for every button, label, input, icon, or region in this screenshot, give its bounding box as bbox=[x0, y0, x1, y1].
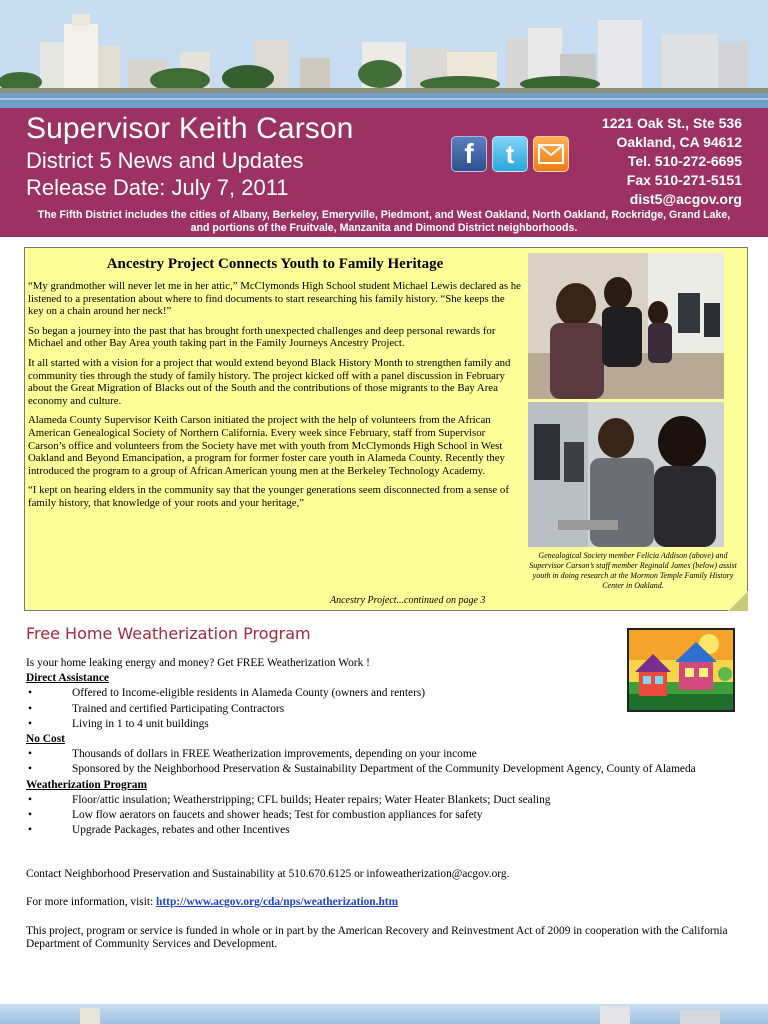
bottom-skyline-strip bbox=[0, 1004, 768, 1024]
section-heading-weatherization-program: Weatherization Program bbox=[26, 778, 147, 791]
masthead-subtitle: District 5 News and Updates bbox=[26, 148, 304, 173]
photo-caption: Genealogical Society member Felicia Addison (above) and Supervisor Carson’s staff member Reginald James (below) assist youth in doing research at the Mormon Temple Family History Center in Oakland. bbox=[529, 551, 737, 590]
weatherization-program-list bbox=[26, 793, 736, 839]
facebook-letter: f bbox=[464, 138, 474, 169]
photo-illustration bbox=[528, 253, 724, 399]
bottom-skyline-illustration bbox=[0, 1004, 768, 1024]
contact-city: Oakland, CA 94612 bbox=[616, 134, 742, 150]
contact-address: 1221 Oak St., Ste 536 bbox=[601, 115, 742, 131]
list-item: • Living in 1 to 4 unit buildings bbox=[26, 717, 736, 732]
photo-illustration bbox=[528, 402, 724, 547]
list-item: • Thousands of dollars in FREE Weatherization improvements, depending on your income bbox=[26, 747, 736, 762]
more-info bbox=[26, 896, 398, 908]
weatherization-contact: Contact Neighborhood Preservation and Sustainability at 510.670.6125 or infoweatherization@acgov.org. bbox=[26, 868, 510, 880]
weatherization-body bbox=[26, 656, 736, 838]
direct-assistance-list bbox=[26, 686, 736, 732]
masthead-title: Supervisor Keith Carson bbox=[26, 112, 354, 145]
weatherization-title: Free Home Weatherization Program bbox=[26, 624, 311, 643]
envelope-icon bbox=[538, 144, 564, 164]
photo-research-group bbox=[528, 253, 724, 399]
twitter-letter: t bbox=[505, 138, 515, 169]
page-curl bbox=[728, 591, 748, 611]
article-paragraph: So began a journey into the past that has brought forth unexpected challenges and deep personal rewards for Michael and other Bay Area youth taking part in the Family Journeys Ancestry Project. bbox=[28, 324, 496, 350]
article-paragraph: Alameda County Supervisor Keith Carson initiated the project with the help of volunteers from the African American Genealogical Society of Northern California. Every week since February, staff from Supervisor Carson’s office and volunteers from the Society have met with youth from McClymonds High School in West Oakland and Beyond Emancipation, a program for former foster care youth in Alameda County. Recently they introduced the program to a group of African American young men at the Berkeley Technology Academy. bbox=[28, 414, 505, 477]
photo-staff-assisting bbox=[528, 402, 724, 547]
continued-note: Ancestry Project...continued on page 3 bbox=[330, 595, 486, 606]
skyline-banner bbox=[0, 0, 768, 108]
section-heading-no-cost: No Cost bbox=[26, 733, 65, 746]
article-body bbox=[28, 280, 522, 517]
weatherization-intro: Is your home leaking energy and money? Get FREE Weatherization Work ! bbox=[26, 657, 370, 669]
contact-email[interactable]: dist5@acgov.org bbox=[629, 191, 742, 207]
funding-note: This project, program or service is funded in whole or in part by the American Recovery and Reinvestment Act of 2009 in cooperation with the California Department of Community Services and Development. bbox=[26, 925, 728, 951]
section-heading-direct-assistance: Direct Assistance bbox=[26, 672, 109, 685]
list-item: • Low flow aerators on faucets and shower heads; Test for combustion appliances for safety bbox=[26, 808, 736, 823]
district-note: The Fifth District includes the cities of Albany, Berkeley, Emeryville, Piedmont, and West Oakland, North Oakland, Rockridge, Grand Lake, and portions of the Fruitvale, Manzanita and Dimond District neighborhoods. bbox=[37, 209, 731, 234]
no-cost-list bbox=[26, 747, 736, 777]
list-item: • Sponsored by the Neighborhood Preservation & Sustainability Department of the Community Development Agency, County of Alameda bbox=[26, 762, 736, 777]
ancestry-article bbox=[24, 247, 748, 611]
more-info-label: For more information, visit: bbox=[26, 896, 157, 908]
masthead bbox=[0, 108, 768, 237]
contact-fax: Fax 510-271-5151 bbox=[626, 172, 742, 188]
list-item: • Trained and certified Participating Contractors bbox=[26, 702, 736, 717]
facebook-icon[interactable] bbox=[451, 136, 487, 172]
email-icon[interactable] bbox=[533, 136, 569, 172]
article-paragraph: “I kept on hearing elders in the community say that the younger generations seem disconnected from a sense of family history, that knowledge of your roots and your heritage,” bbox=[28, 484, 509, 509]
twitter-icon[interactable] bbox=[492, 136, 528, 172]
contact-block bbox=[602, 114, 742, 209]
article-paragraph: “My grandmother will never let me in her attic,” McClymonds High School student Michael Lewis declared as he listened to a presentation about where to find documents to start researching his family history. “She keeps the key on a chain around her neck!” bbox=[28, 280, 521, 318]
skyline-illustration bbox=[0, 0, 768, 108]
article-paragraph: It all started with a vision for a project that would extend beyond Black History Month to strengthen family and community ties through the study of family history. The project kicked off with a panel discussion in February about the Great Migration of Blacks out of the South and the contributions of those migrants to the Bay Area economy and culture. bbox=[28, 356, 511, 407]
list-item: • Upgrade Packages, rebates and other Incentives bbox=[26, 823, 736, 838]
release-date: Release Date: July 7, 2011 bbox=[26, 175, 289, 200]
weatherization-link[interactable]: http://www.acgov.org/cda/nps/weatherization.htm bbox=[156, 896, 399, 908]
list-item: • Floor/attic insulation; Weatherstripping; CFL builds; Heater repairs; Water Heater Blankets; Duct sealing bbox=[26, 793, 736, 808]
article-title: Ancestry Project Connects Youth to Family Heritage bbox=[106, 256, 444, 272]
list-item: • Offered to Income-eligible residents in Alameda County (owners and renters) bbox=[26, 686, 736, 701]
contact-phone: Tel. 510-272-6695 bbox=[627, 153, 742, 169]
